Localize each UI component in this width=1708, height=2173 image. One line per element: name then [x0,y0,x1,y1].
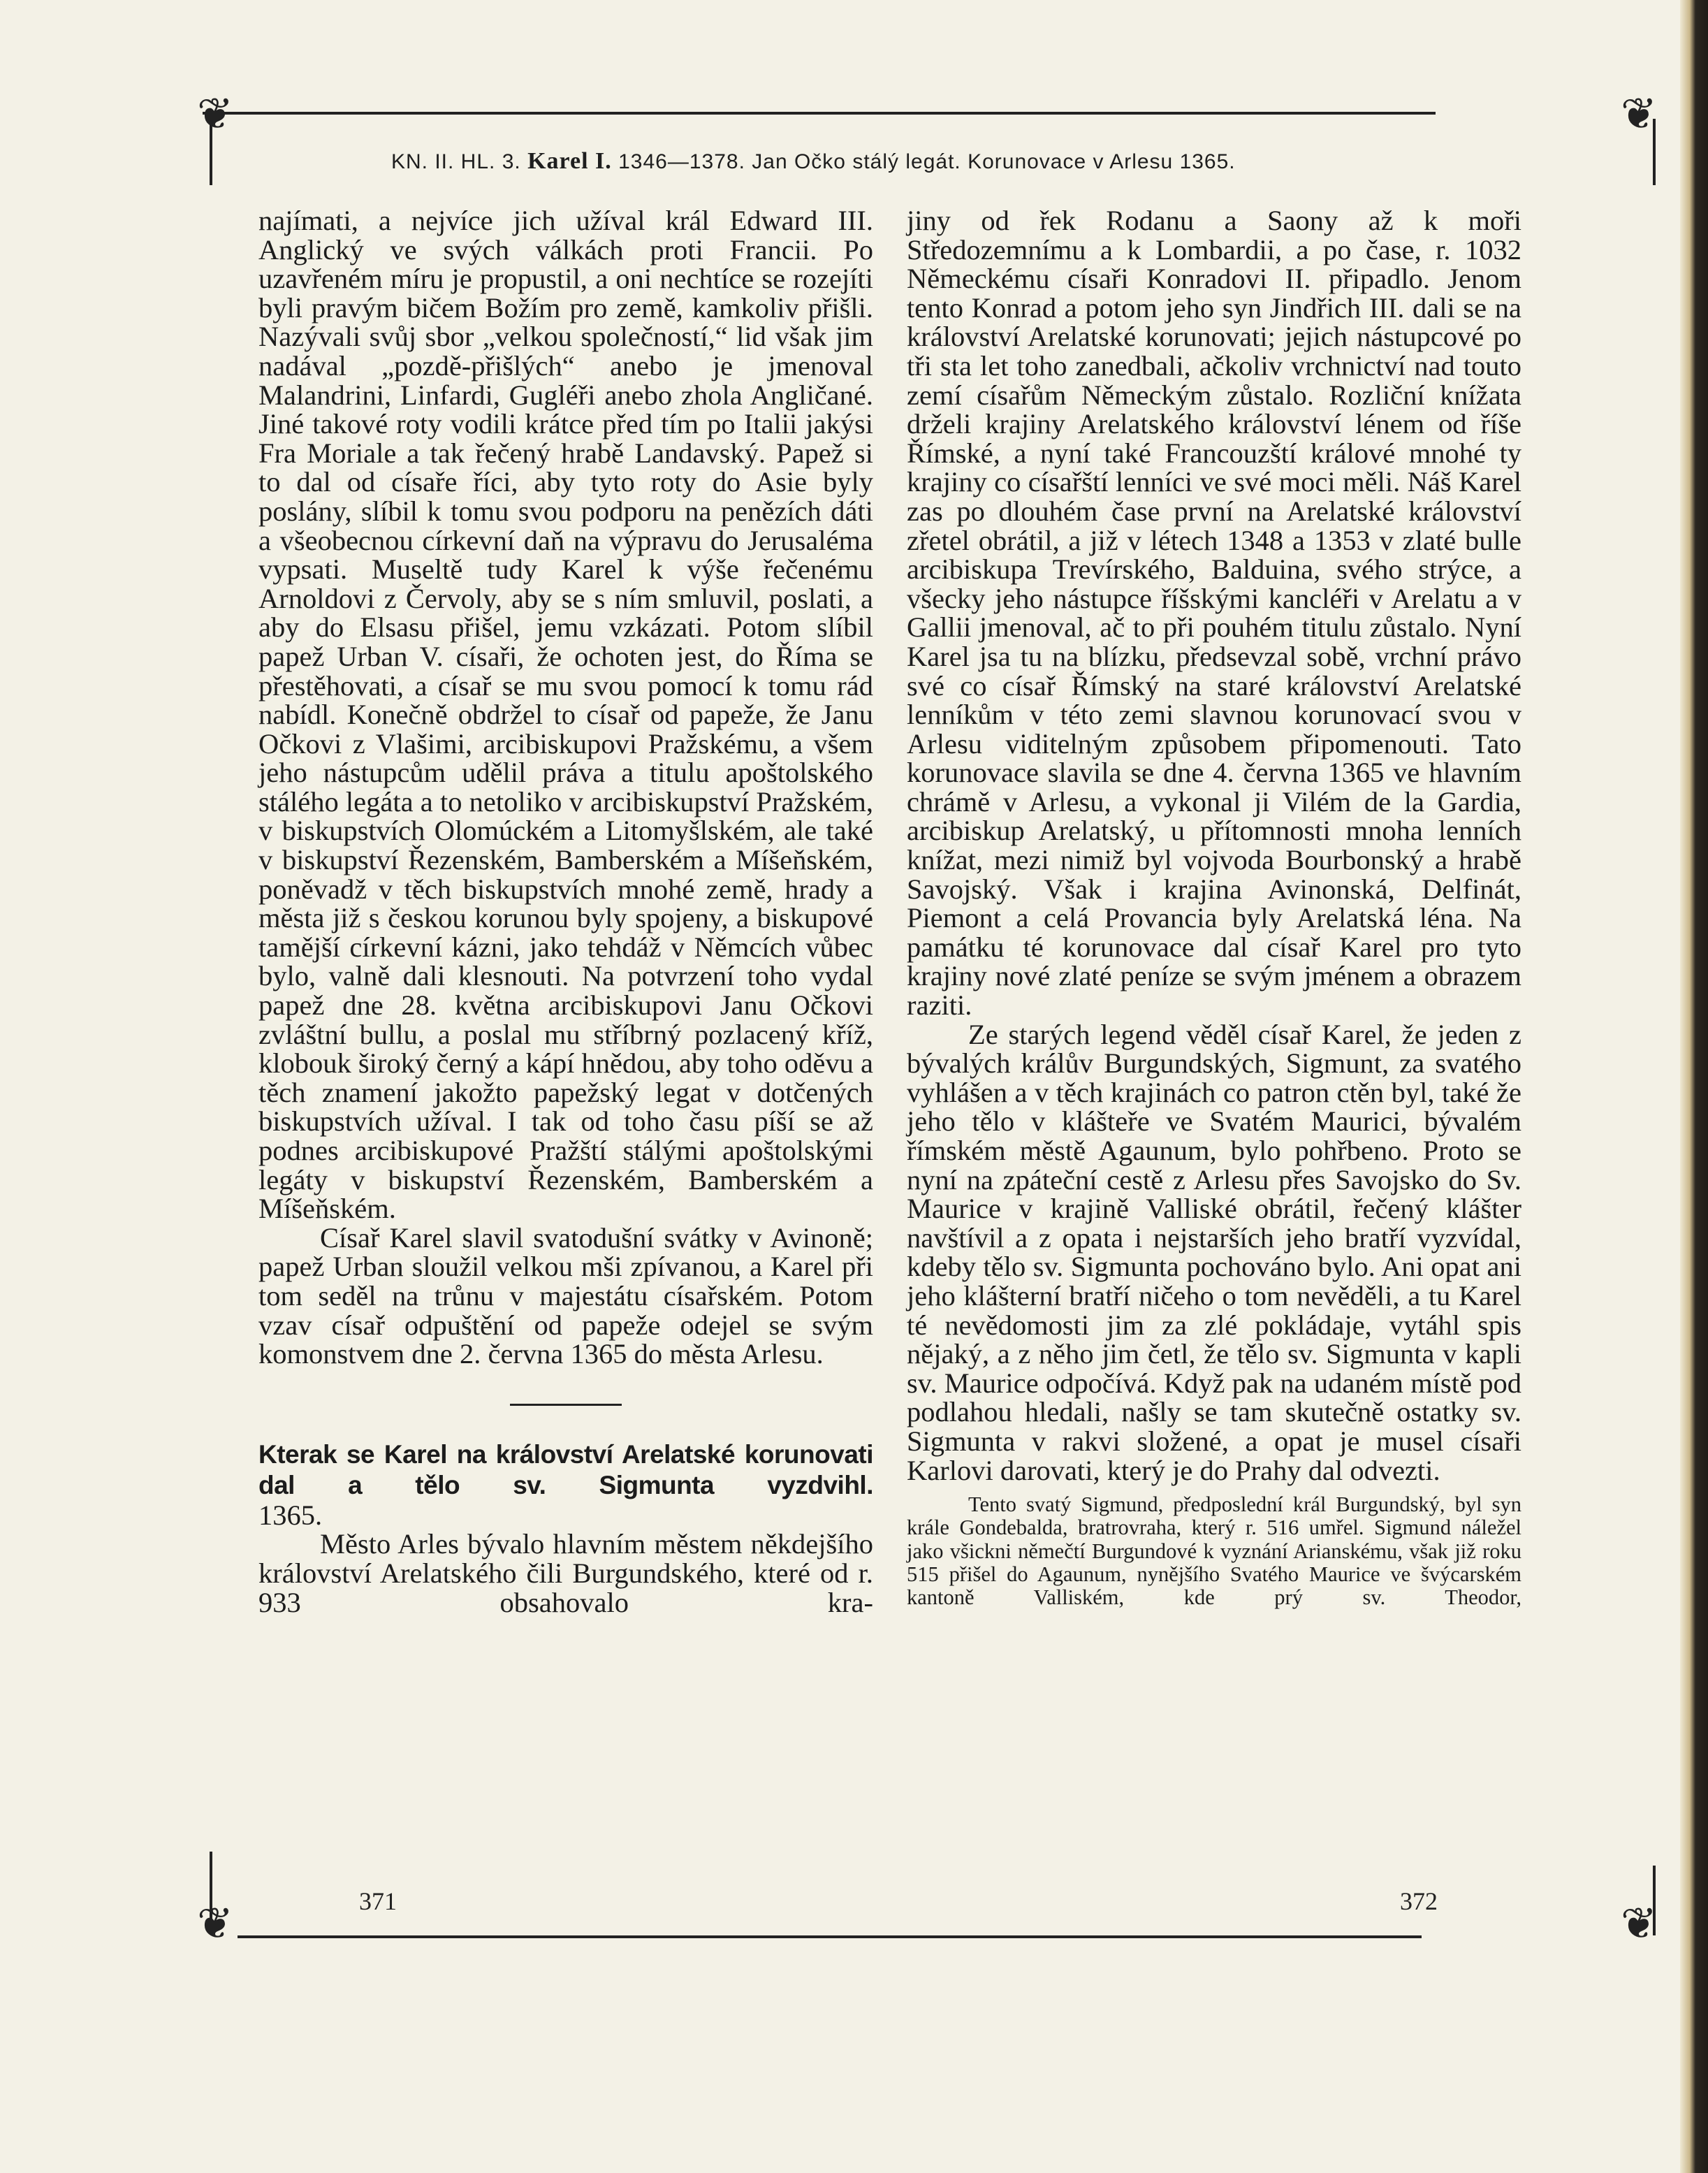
header-name: Karel I. [527,148,612,174]
frame-bottom-rule [238,1935,1422,1938]
frame-top-rule [203,112,1436,115]
footnote: Tento svatý Sigmund, předposlední král Burgundský, byl syn krále Gondebalda, bratrovraha, který r. 516 umřel. Sigmund náležel jako všickni němečtí Burgundové k vyznání Arianskému, však již roku 515 přišel do Agaunum, nynějšího Svatého Maurice ve švýcarském kantoně Valliském, kde prý sv. Theodor, [907,1492,1521,1609]
ornament-top-right-icon: ❦ [1621,88,1657,139]
page-number-left: 371 [359,1887,397,1915]
left-paragraph-2: Císař Karel slavil svatodušní svátky v Avinoně; papež Urban sloužil velkou mši zpívanou, a Karel při tom seděl na trůnu v majestátu císařském. Potom vzav císař odpuštění od papeže odejel se svým komonstvem dne 2. června 1365 do města Arlesu. [258,1221,873,1370]
header-prefix: KN. II. HL. 3. [391,150,521,173]
running-header [391,148,1411,175]
right-column [907,206,1521,1609]
section-year: 1365. [258,1499,323,1531]
right-paragraph-1: jiny od řek Rodanu a Saony až k moři Středozemnímu a k Lombardii, a po čase, r. 1032 Německému císaři Konradovi II. připadlo. Jenom tento Konrad a potom jeho syn Jindřich III. dali se na království Arelatské korunovati; jejich nástupcové po tři sta let toho zanedbali, ačkoliv vrchnictví nad touto zemí císařům Německým zůstalo. Rozliční knížata drželi krajiny Arelatského království lénem od říše Římské, a nyní také Francouzští králové mnohé ty krajiny co císařští lenníci ve své moci měli. Náš Karel zas po dlouhém čase první na Arelatské království zřetel obrátil, a již v létech 1348 a 1353 v zlaté bulle arcibiskupa Trevírského, Balduina, svého strýce, a všecky jeho nástupce říšskými kancléři v Arelatu a v Gallii jmenoval, ač to při pouhém titulu zůstalo. Nyní Karel jsa tu na blízku, předsevzal sobě, vrchní právo své co císař Římský na staré království Arelatské lenníkům v této zemi slavnou korunovací svou v Arlesu viditelným způsobem připomenouti. Tato korunovace slavila se dne 4. června 1365 ve hlavním chrámě v Arlesu, a vykonal ji Vilém de la Gardia, arcibiskup Arelatský, u přítomnosti mnoha lenních knížat, mezi nimiž byl vojvoda Bourbonský a hrabě Savojský. Však i krajina Avinonská, Delfinát, Piemont a celá Provancia byly Arelatská léna. Na památku té korunovace dal císař Karel pro tyto krajiny nové zlaté peníze se svým jménem a obrazem raziti. [907,205,1521,1022]
ornament-bottom-left-icon: ❦ [197,1898,233,1949]
ornament-bottom-right-icon: ❦ [1621,1898,1657,1949]
right-paragraph-2: Ze starých legend věděl císař Karel, že jeden z bývalých králův Burgundských, Sigmunt, za svatého vyhlášen a v těch krajinách co patron ctěn byl, také že jeho tělo v klášteře ve Svatém Maurici, bývalém římském městě Agaunum, bylo pohřbeno. Proto se nyní na zpáteční cestě z Arlesu přes Savojsko do Sv. Maurice v krajině Valliské obrátil, řečený klášter navštívil a z opata i nejstarších jeho bratří vyzvídal, kdeby tělo sv. Sigmunta pochováno bylo. Ani opat ani jeho klášterní bratří ničeho o tom nevěděli, a tu Karel té nevědomosti jim za zlé pokládaje, vytáhl spis nějaký, a z něho jim četl, že tělo sv. Sigmunta v kapli sv. Maurice odpočívá. Když pak na udaném místě pod podlahou hledali, našly se tam skutečně ostatky sv. Sigmunta v rakvi složené, a opat je musel císaři Karlovi darovati, který je do Prahy dal odvezti. [907,1018,1521,1486]
page-number-right: 372 [1400,1887,1438,1915]
book-spine-edge [1680,0,1708,2173]
section-title: Kterak se Karel na království Arelatské korunovati dal a tělo sv. Sigmunta vyzdvihl. [258,1439,873,1499]
section-paragraph: Město Arles bývalo hlavním městem někdejšího království Arelatského čili Burgundského, které od r. 933 obsahovalo kra- [258,1528,873,1618]
left-paragraph-1: najímati, a nejvíce jich užíval král Edward III. Anglický ve svých válkách proti Francii. Po uzavřeném míru je propustil, a oni nechtíce se rozejíti byli pravým bičem Božím pro země, kamkoliv přišli. Nazývali svůj sbor „velkou společností,“ lid však jim nadával „pozdě-přišlých“ anebo je jmenoval Malandrini, Linfardi, Gugléři anebo zhola Angličané. Jiné takové roty vodili krátce před tím po Italii jakýsi Fra Moriale a tak řečený hrabě Landavský. Papež si to dal od císaře říci, aby tyto roty do Asie byly poslány, slíbil k tomu svou podporu na penězích dáti a všeobecnou církevní daň na výpravu do Jerusaléma vypsati. Museltě tudy Karel k výše řečenému Arnoldovi z Červoly, aby se s ním smluvil, poslati, a aby do Elsasu přišel, jemu vzkázati. Potom slíbil papež Urban V. císaři, že ochoten jest, do Říma se přestěhovati, a císař se mu svou pomocí k tomu rád nabídl. Konečně obdržel to císař od papeže, že Janu Očkovi z Vlašimi, arcibiskupovi Pražskému, a všem jeho nástupcům udělil práva a titulu apoštolského stálého legáta a to netoliko v arcibiskupství Pražském, v biskupstvích Olomúckém a Litomyšlském, ale také v biskupství Řezenském, Bamberském a Míšeňském, poněvadž v těch biskupstvích mnohé země, hrady a města již s českou korunou byly spojeny, a biskupové tamější církevní kázni, jako tehdáž v Němcích vůbec bylo, valně dali klesnouti. Na potvrzení toho vydal papež dne 28. května arcibiskupovi Janu Očkovi zvláštní bullu, a poslal mu stříbrný pozlacený kříž, klobouk široký černý a kápí hnědou, aby toho oděvu a těch znamení jakožto papežský legat v dotčených biskupstvích užíval. I tak od toho času píší se až podnes arcibiskupové Pražští stálými apoštolskými legáty v biskupství Řezenském, Bamberském a Míšeňském. [258,205,873,1225]
ornament-top-left-icon: ❦ [197,88,233,139]
header-suffix: 1346—1378. Jan Očko stálý legát. Korunovace v Arlesu 1365. [618,150,1236,173]
left-column [258,206,873,1617]
section-divider [510,1404,622,1406]
